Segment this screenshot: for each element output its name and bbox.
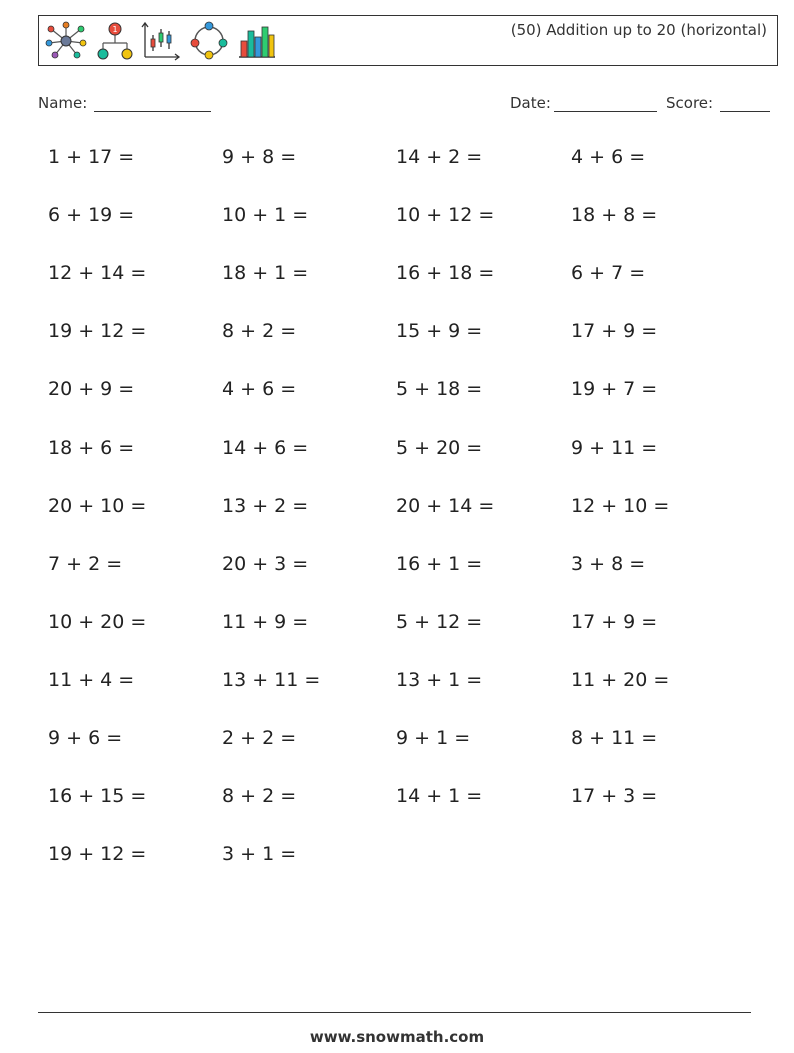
problem-item: 4 + 6 =: [222, 378, 297, 401]
problem-item: 13 + 2 =: [222, 494, 309, 517]
problem-item: 20 + 3 =: [222, 552, 309, 575]
problem-item: 9 + 1 =: [396, 727, 471, 749]
problem-item: 12 + 10 =: [571, 494, 670, 517]
problem-item: 19 + 12 =: [48, 843, 147, 866]
name-field-line[interactable]: [94, 111, 211, 112]
problem-item: 20 + 14 =: [396, 494, 495, 517]
problem-item: 12 + 14 =: [48, 262, 147, 285]
problem-item: 19 + 12 =: [48, 320, 147, 343]
candlestick-chart-icon: [141, 21, 181, 61]
problem-item: 7 + 2 =: [48, 552, 123, 575]
problem-item: 19 + 7 =: [571, 378, 658, 401]
problem-item: 14 + 2 =: [396, 146, 483, 168]
problem-item: 14 + 1 =: [396, 785, 483, 808]
problem-item: 2 + 2 =: [222, 727, 297, 749]
problem-item: 5 + 12 =: [396, 610, 483, 633]
problem-item: 16 + 1 =: [396, 552, 483, 575]
score-label: Score:: [666, 94, 714, 112]
worksheet-title: (50) Addition up to 20 (horizontal): [510, 21, 767, 39]
date-label: Date:: [510, 94, 551, 112]
header-box: [38, 15, 778, 66]
problem-item: 18 + 8 =: [571, 204, 658, 227]
date-field-line[interactable]: [554, 111, 657, 112]
problem-item: 11 + 9 =: [222, 610, 309, 633]
problem-item: 16 + 15 =: [48, 785, 147, 808]
problem-item: 3 + 1 =: [222, 843, 297, 866]
problem-item: 20 + 9 =: [48, 378, 135, 401]
problem-item: 9 + 6 =: [48, 727, 123, 749]
bar-chart-icon: [237, 21, 277, 61]
problem-item: 4 + 6 =: [571, 146, 646, 168]
footer-divider: [38, 1012, 751, 1013]
flowchart-icon: [95, 21, 135, 61]
problem-item: 3 + 8 =: [571, 552, 646, 575]
problem-item: 17 + 9 =: [571, 610, 658, 633]
meta-row: [38, 94, 770, 114]
problem-item: 8 + 2 =: [222, 785, 297, 808]
problem-item: 6 + 7 =: [571, 262, 646, 285]
problem-item: 10 + 1 =: [222, 204, 309, 227]
problem-item: 14 + 6 =: [222, 436, 309, 459]
problem-item: 5 + 18 =: [396, 378, 483, 401]
footer-site: www.snowmath.com: [309, 1028, 485, 1046]
problem-item: 17 + 3 =: [571, 785, 658, 808]
problem-item: 17 + 9 =: [571, 320, 658, 343]
svg-text:1: 1: [112, 25, 118, 34]
problem-item: 1 + 17 =: [48, 146, 135, 168]
problem-item: 18 + 1 =: [222, 262, 309, 285]
problem-item: 18 + 6 =: [48, 436, 135, 459]
problem-item: 13 + 11 =: [222, 668, 321, 691]
problem-item: 16 + 18 =: [396, 262, 495, 285]
problem-item: 8 + 2 =: [222, 320, 297, 343]
problem-item: 20 + 10 =: [48, 494, 147, 517]
problem-item: 9 + 8 =: [222, 146, 297, 168]
problem-item: 6 + 19 =: [48, 204, 135, 227]
problem-item: 13 + 1 =: [396, 668, 483, 691]
people-cycle-icon: [187, 21, 231, 61]
problem-item: 8 + 11 =: [571, 727, 658, 749]
network-icon: [43, 21, 89, 61]
problem-item: 10 + 20 =: [48, 610, 147, 633]
name-label: Name:: [38, 94, 88, 112]
problem-item: 15 + 9 =: [396, 320, 483, 343]
score-field-line[interactable]: [720, 111, 770, 112]
problem-item: 11 + 4 =: [48, 668, 135, 691]
problem-item: 9 + 11 =: [571, 436, 658, 459]
problem-item: 11 + 20 =: [571, 668, 670, 691]
problem-item: 10 + 12 =: [396, 204, 495, 227]
header-icons: [43, 20, 277, 62]
problem-item: 5 + 20 =: [396, 436, 483, 459]
